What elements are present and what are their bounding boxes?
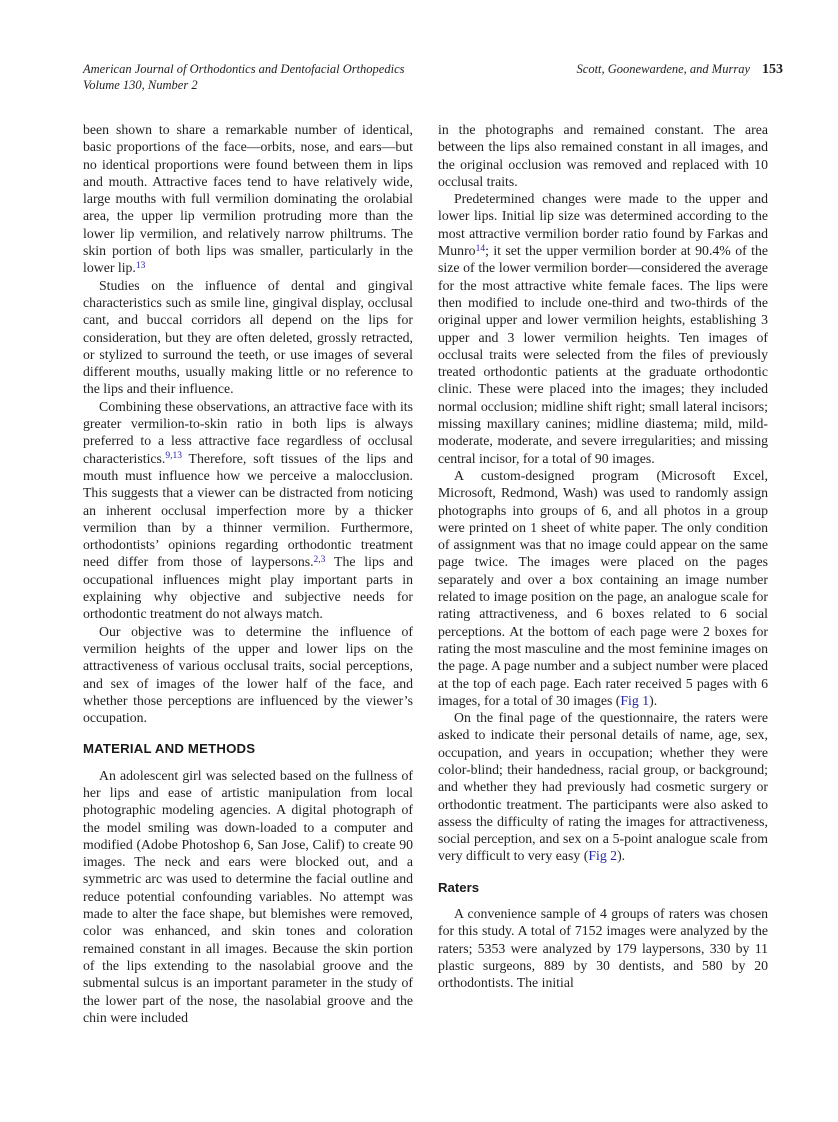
running-authors: Scott, Goonewardene, and Murray bbox=[576, 62, 750, 76]
text-run: ; it set the upper vermilion border at 90.4% of the size of the lower vermilion border—considered the average for the most attractive white female faces. The lips were then modified to include one-third and two-thirds of the original upper and lower vermilion heights, establishing 3 upper and 3 lower vermilion heights. Ten images of occlusal traits were selected from the files of previously treated orthodontic patients at the graduate orthodontic clinic. These were placed into the images; they included normal occlusion; midline shift right; small lateral incisors; missing maxillary canines; midline diastema; mild, mild-moderate, moderate, and severe irregularities; and missing central incisor, for a total of 90 images. bbox=[438, 243, 768, 466]
text-run: Therefore, soft tissues of the lips and mouth must influence how we perceive a malocclusion. This suggests that a viewer can be distracted from noticing an inherent occlusal imperfection more by a thicker vermilion than by a thinner vermilion. Furthermore, orthodontists’ opinions regarding orthodontic treatment need differ from those of laypersons. bbox=[83, 450, 413, 570]
journal-title-block bbox=[83, 62, 405, 93]
text-run: been shown to share a remarkable number of identical, basic proportions of the face—orbits, nose, and ears—but no identical proportions were found between them in lips and mouth. Attractive faces tend to have relatively wide, large mouths with full vermilion dominating the orolabial area, the upper lip vermilion protruding more than the lower lip vermilion, and relatively narrow philtrums. The skin portion of both lips was smaller, particularly in the lower lip. bbox=[83, 122, 413, 276]
authors-block bbox=[577, 62, 783, 78]
left-column bbox=[83, 121, 413, 1026]
text-run: ). bbox=[617, 848, 626, 864]
page-number: 153 bbox=[762, 62, 783, 77]
text-run: ). bbox=[649, 692, 658, 708]
paragraph bbox=[438, 905, 768, 991]
text-run: Our objective was to determine the influence of vermilion heights of the upper and lower lips on the attractiveness of various occlusal traits, social perceptions, and sex of images of the lower half of the face, and whether those perceptions are influenced by the viewer’s occupation. bbox=[83, 623, 413, 726]
text-run: The lips and occupational influences might play important parts in explaining why objective and subjective needs for orthodontic treatment do not always match. bbox=[83, 554, 414, 622]
paragraph bbox=[438, 190, 768, 467]
citation-link[interactable]: 14 bbox=[475, 243, 486, 254]
figure-link[interactable]: Fig 1 bbox=[620, 692, 650, 708]
paragraph bbox=[83, 121, 413, 277]
citation-link[interactable]: 2,3 bbox=[313, 554, 326, 565]
paragraph bbox=[83, 277, 413, 398]
right-column bbox=[438, 121, 768, 1026]
journal-title: American Journal of Orthodontics and Dentofacial Orthopedics bbox=[83, 62, 405, 76]
article-body bbox=[83, 121, 768, 1026]
paragraph bbox=[83, 623, 413, 727]
raters-heading: Raters bbox=[438, 879, 480, 895]
journal-volume-issue: Volume 130, Number 2 bbox=[83, 77, 198, 92]
running-head bbox=[83, 62, 783, 93]
text-run: Combining these observations, an attractive face with its greater vermilion-to-skin ratio in both lips is always preferred to a less attractive face regardless of occlusal characteristics. bbox=[83, 398, 413, 466]
citation-link[interactable]: 13 bbox=[135, 260, 146, 271]
text-run: On the final page of the questionnaire, the raters were asked to indicate their personal details of name, age, sex, occupation, and years in occupation; whether they were color-blind; their handedness, racial group, or background; and whether they had previously had cosmetic surgery or orthodontic treatment. The participants were also asked to assess the difficulty of rating the images for attractiveness, social perception, and sex on a 5-point analogue scale from very difficult to very easy ( bbox=[438, 710, 768, 864]
paragraph bbox=[438, 121, 768, 190]
paragraph bbox=[438, 709, 768, 865]
paragraph bbox=[83, 398, 413, 623]
citation-link[interactable]: 9,13 bbox=[165, 451, 182, 462]
material-and-methods-heading: MATERIAL AND METHODS bbox=[83, 741, 256, 757]
text-run: in the photographs and remained constant. The area between the lips also remained constant in all images, and the original occlusion was removed and replaced with 10 occlusal traits. bbox=[438, 122, 768, 189]
paragraph bbox=[83, 767, 413, 1026]
text-run: A convenience sample of 4 groups of raters was chosen for this study. A total of 7152 images were analyzed by the raters; 5353 were analyzed by 179 laypersons, 330 by 11 plastic surgeons, 889 by 30 dentists, and 580 by 20 orthodontists. The initial bbox=[438, 906, 768, 991]
text-run: A custom-designed program (Microsoft Excel, Microsoft, Redmond, Wash) was used to randomly assign photographs into groups of 6, and all photos in a group were printed on 1 sheet of white paper. The only condition of assignment was that no image could appear on the same page twice. The images were placed on the pages separately and over a box containing an image number related to image position on the page, an analogue scale for rating attractiveness, and 6 boxes related to 6 social perceptions. At the bottom of each page were 2 boxes for rating the most masculine and the most feminine images on the page. A page number and a subject number were placed at the top of each page. Each rater received 5 pages with 6 images, for a total of 30 images ( bbox=[438, 467, 768, 708]
paragraph bbox=[438, 467, 768, 709]
text-run: Predetermined changes were made to the upper and lower lips. Initial lip size was determined according to the most attractive vermilion border ratio found by Farkas and Munro bbox=[438, 191, 768, 259]
figure-link[interactable]: Fig 2 bbox=[588, 848, 618, 864]
text-run: An adolescent girl was selected based on the fullness of her lips and ease of artistic manipulation from local photographic modeling agencies. A digital photograph of the model smiling was down-loaded to a computer and modified (Adobe Photoshop 6, San Jose, Calif) to create 90 images. The neck and ears were blocked out, and a symmetric arc was used to determine the facial outline and reduce potential confounding variables. No attempt was made to alter the face shape, but blemishes were removed, color was enhanced, and skin tones and coloration remained constant in all images. Because the skin portion of the lips extending to the nasolabial groove and the submental sulcus is an important parameter in the study of the lower part of the nose, the nasolabial groove and the chin were included bbox=[83, 767, 413, 1025]
text-run: Studies on the influence of dental and gingival characteristics such as smile line, gingival display, occlusal cant, and buccal corridors all depend on the lips for consideration, but they are often deleted, grossly retracted, or stylized to surround the teeth, or use images of several different mouths, usually making little or no reference to the lips and their influence. bbox=[83, 277, 413, 397]
